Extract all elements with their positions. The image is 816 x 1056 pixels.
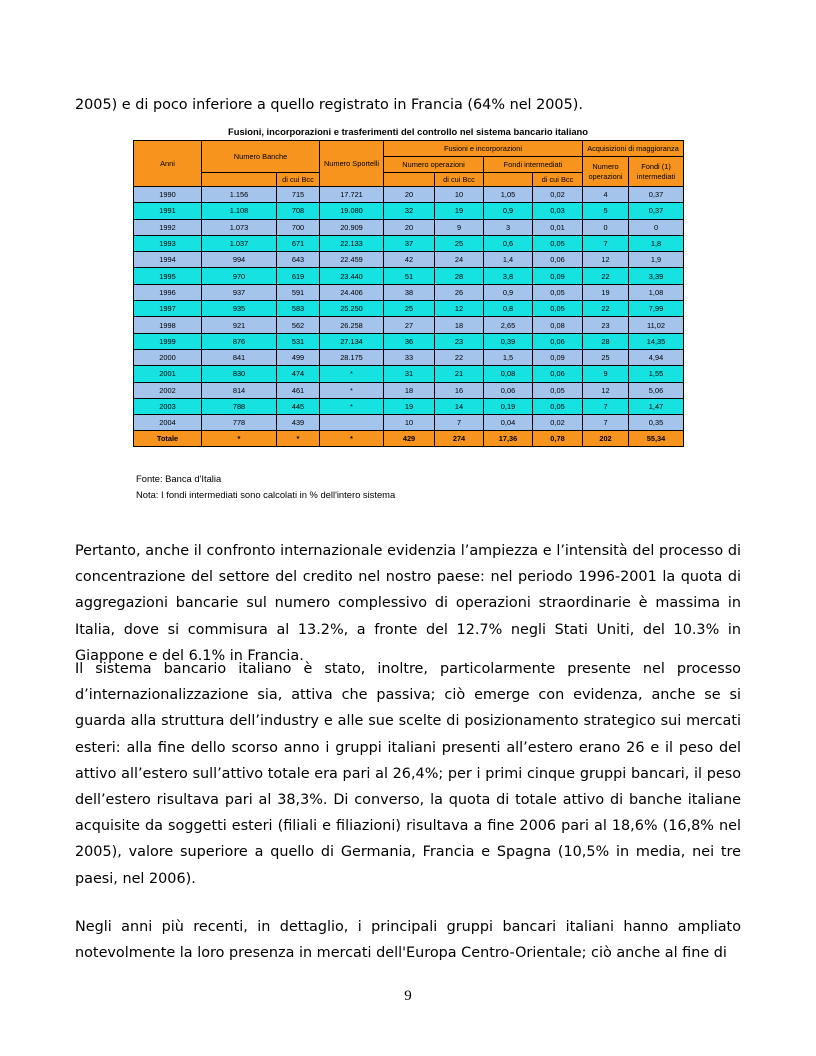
table-cell: 14 — [435, 398, 484, 414]
table-cell: 0,05 — [533, 284, 583, 300]
table-cell: 23.440 — [320, 268, 384, 284]
table-cell: 21 — [435, 366, 484, 382]
table-cell: 37 — [384, 235, 435, 251]
table-cell: 28 — [583, 333, 629, 349]
table-cell: 19 — [435, 203, 484, 219]
total-cell: * — [277, 431, 320, 447]
table-cell: 0 — [583, 219, 629, 235]
table-cell: 0,9 — [484, 203, 533, 219]
header-acquisizioni: Acquisizioni di maggioranza — [583, 141, 684, 157]
table-cell: 28.175 — [320, 349, 384, 365]
table-cell: 0,37 — [629, 187, 684, 203]
table-cell: 5 — [583, 203, 629, 219]
table-cell: 1993 — [134, 235, 202, 251]
table-row — [134, 317, 684, 333]
table-cell: 25 — [435, 235, 484, 251]
table-cell: 4 — [583, 187, 629, 203]
table-caption: Fusioni, incorporazioni e trasferimenti del controllo nel sistema bancario italiano — [228, 126, 588, 137]
table-cell: 1999 — [134, 333, 202, 349]
table-cell: 17.721 — [320, 187, 384, 203]
table-row — [134, 268, 684, 284]
bank-mergers-table — [133, 140, 684, 447]
header-di-cui-bcc-fondi: di cui Bcc — [533, 173, 583, 187]
table-cell: 921 — [202, 317, 277, 333]
table-cell: 23 — [435, 333, 484, 349]
table-row — [134, 203, 684, 219]
table-cell: 1,08 — [629, 284, 684, 300]
table-cell: 19 — [384, 398, 435, 414]
table-cell: 0,8 — [484, 301, 533, 317]
total-cell: 0,78 — [533, 431, 583, 447]
table-cell: 0,05 — [533, 398, 583, 414]
table-cell: 26 — [435, 284, 484, 300]
table-cell: 31 — [384, 366, 435, 382]
table-cell: 2002 — [134, 382, 202, 398]
table-cell: 876 — [202, 333, 277, 349]
table-row — [134, 301, 684, 317]
table-cell: 619 — [277, 268, 320, 284]
paragraph-1: Pertanto, anche il confronto internazionale evidenzia l’ampiezza e l’intensità del processo di concentrazione del settore del credito nel nostro paese: nel periodo 1996-2001 la quota di aggregazioni bancarie sul numero complessivo di operazioni straordinarie è massima in Italia, dove si commisura al 13.2%, a fronte del 12.7% negli Stati Uniti, del 10.3% in Giappone e del 6.1% in Francia. — [75, 543, 741, 664]
table-cell: 531 — [277, 333, 320, 349]
table-cell: 700 — [277, 219, 320, 235]
header-blank-2 — [384, 173, 435, 187]
table-cell: 7,99 — [629, 301, 684, 317]
table-cell: 33 — [384, 349, 435, 365]
table-cell: 708 — [277, 203, 320, 219]
table-cell: 841 — [202, 349, 277, 365]
table-cell: 445 — [277, 398, 320, 414]
table-cell: 42 — [384, 252, 435, 268]
table-cell: * — [320, 366, 384, 382]
table-cell: 583 — [277, 301, 320, 317]
table-cell: 7 — [435, 415, 484, 431]
table-cell: 0,02 — [533, 415, 583, 431]
table-cell: 0,08 — [484, 366, 533, 382]
table-cell: 32 — [384, 203, 435, 219]
table-cell: 1.037 — [202, 235, 277, 251]
table-cell: 22.133 — [320, 235, 384, 251]
table-cell: 10 — [435, 187, 484, 203]
table-cell: 7 — [583, 235, 629, 251]
table-cell: 0,06 — [533, 366, 583, 382]
table-cell: 18 — [384, 382, 435, 398]
table-cell: 643 — [277, 252, 320, 268]
table-cell: 19 — [583, 284, 629, 300]
header-numero-sportelli: Numero Sportelli — [320, 141, 384, 187]
table-row — [134, 187, 684, 203]
table-cell: 22 — [583, 268, 629, 284]
table-cell: 10 — [384, 415, 435, 431]
table-cell: 7 — [583, 398, 629, 414]
total-cell: Totale — [134, 431, 202, 447]
table-row — [134, 219, 684, 235]
table-cell: 11,02 — [629, 317, 684, 333]
table-cell: 937 — [202, 284, 277, 300]
table-cell: 2004 — [134, 415, 202, 431]
table-cell: 671 — [277, 235, 320, 251]
header-blank-3 — [484, 173, 533, 187]
table-cell: 19.080 — [320, 203, 384, 219]
table-cell: 0,05 — [533, 301, 583, 317]
table-row — [134, 415, 684, 431]
table-row — [134, 398, 684, 414]
table-cell: 994 — [202, 252, 277, 268]
table-cell: 9 — [583, 366, 629, 382]
table-cell: 16 — [435, 382, 484, 398]
table-cell: 2,65 — [484, 317, 533, 333]
table-cell: 22.459 — [320, 252, 384, 268]
table-cell: 0,6 — [484, 235, 533, 251]
header-anni: Anni — [134, 141, 202, 187]
total-cell: 55,34 — [629, 431, 684, 447]
table-row — [134, 382, 684, 398]
table-row — [134, 252, 684, 268]
table-cell: * — [320, 382, 384, 398]
table-cell: 0,39 — [484, 333, 533, 349]
table-cell: 12 — [583, 252, 629, 268]
intro-text: 2005) e di poco inferiore a quello registrato in Francia (64% nel 2005). — [75, 97, 583, 113]
table-cell: 0,06 — [533, 252, 583, 268]
table-cell: 4,94 — [629, 349, 684, 365]
table-cell: 9 — [435, 219, 484, 235]
table-cell: 1,9 — [629, 252, 684, 268]
table-cell: 935 — [202, 301, 277, 317]
table-cell: 38 — [384, 284, 435, 300]
table-cell: 0,09 — [533, 268, 583, 284]
table-cell: 0,08 — [533, 317, 583, 333]
header-fondi-intermediati: Fondi intermediati — [484, 157, 583, 173]
table-cell: 0,06 — [484, 382, 533, 398]
total-cell: * — [320, 431, 384, 447]
table-cell: 22 — [435, 349, 484, 365]
total-cell: 17,36 — [484, 431, 533, 447]
table-cell: 25 — [583, 349, 629, 365]
table-cell: 0,02 — [533, 187, 583, 203]
header-fusioni: Fusioni e incorporazioni — [384, 141, 583, 157]
table-cell: 1992 — [134, 219, 202, 235]
table-cell: 970 — [202, 268, 277, 284]
paragraph-2: Il sistema bancario italiano è stato, inoltre, particolarmente presente nel processo d’internazionalizzazione sia, attiva che passiva; ciò emerge con evidenza, anche se si guarda alla struttura dell’industry e alle sue scelte di posizionamento strategico sui mercati esteri: alla fine dello scorso anno i gruppi italiani presenti all’estero erano 26 e il peso del attivo all’estero sull’attivo totale era pari al 26,4%; per i primi cinque gruppi bancari, il peso dell’estero risultava pari al 38,3%. Di converso, la quota di totale attivo di banche italiane acquisite da soggetti esteri (filiali e filiazioni) risultava a fine 2006 pari al 18,6% (16,8% nel 2005), valore superiore a quello di Germania, Francia e Spagna (10,5% in media, nei tre paesi, nel 2006). — [75, 661, 741, 887]
table-cell: 0,05 — [533, 235, 583, 251]
table-cell: 1.108 — [202, 203, 277, 219]
table-row — [134, 284, 684, 300]
table-cell: 2001 — [134, 366, 202, 382]
header-acq-numero-operazioni: Numero operazioni — [583, 157, 629, 187]
total-cell: 202 — [583, 431, 629, 447]
table-cell: 23 — [583, 317, 629, 333]
table-cell: 474 — [277, 366, 320, 382]
table-cell: * — [320, 398, 384, 414]
table-cell: 3,39 — [629, 268, 684, 284]
table-cell: 1.156 — [202, 187, 277, 203]
table-cell: 3,8 — [484, 268, 533, 284]
table-cell: 20 — [384, 219, 435, 235]
table-cell: 1,55 — [629, 366, 684, 382]
table-cell: 0,03 — [533, 203, 583, 219]
table-cell: 788 — [202, 398, 277, 414]
table-source: Fonte: Banca d'Italia — [136, 473, 222, 484]
table-cell: 1995 — [134, 268, 202, 284]
table-cell: 461 — [277, 382, 320, 398]
table-cell: 0,05 — [533, 382, 583, 398]
table-cell: 1.073 — [202, 219, 277, 235]
table-cell: 0,04 — [484, 415, 533, 431]
table-cell: 0 — [629, 219, 684, 235]
table-cell: 0,35 — [629, 415, 684, 431]
table-cell: 562 — [277, 317, 320, 333]
table-cell: 2003 — [134, 398, 202, 414]
paragraph-3: Negli anni più recenti, in dettaglio, i principali gruppi bancari italiani hanno ampliato notevolmente la loro presenza in mercati dell'Europa Centro-Orientale; ciò anche al fine di — [75, 919, 741, 962]
table-cell: 0,09 — [533, 349, 583, 365]
table-cell: 1990 — [134, 187, 202, 203]
table-cell: 20.909 — [320, 219, 384, 235]
table-cell: 0,01 — [533, 219, 583, 235]
table-cell: 1998 — [134, 317, 202, 333]
table-cell: 1,47 — [629, 398, 684, 414]
table-cell: 25.250 — [320, 301, 384, 317]
table-cell: 830 — [202, 366, 277, 382]
table-cell: 499 — [277, 349, 320, 365]
table-cell: 1996 — [134, 284, 202, 300]
page-number: 9 — [404, 988, 412, 1004]
table-row — [134, 333, 684, 349]
table-cell: 439 — [277, 415, 320, 431]
table-cell: 814 — [202, 382, 277, 398]
table-cell: 0,9 — [484, 284, 533, 300]
table-cell: 5,06 — [629, 382, 684, 398]
table-cell: 24 — [435, 252, 484, 268]
total-cell: 274 — [435, 431, 484, 447]
table-row — [134, 235, 684, 251]
table-note: Nota: I fondi intermediati sono calcolati in % dell'intero sistema — [136, 489, 396, 500]
table-cell: 0,19 — [484, 398, 533, 414]
table-cell: 2000 — [134, 349, 202, 365]
header-numero-banche: Numero Banche — [202, 141, 320, 173]
header-acq-fondi-intermediati: Fondi (1) intermediati — [629, 157, 684, 187]
table-cell: 51 — [384, 268, 435, 284]
table-cell: 27.134 — [320, 333, 384, 349]
table-cell: 27 — [384, 317, 435, 333]
table-cell: 3 — [484, 219, 533, 235]
table-cell: 1,8 — [629, 235, 684, 251]
table-cell: 0,06 — [533, 333, 583, 349]
table-cell: 18 — [435, 317, 484, 333]
table-cell: 7 — [583, 415, 629, 431]
table-row — [134, 366, 684, 382]
table-cell: 1,4 — [484, 252, 533, 268]
table-cell: 24.406 — [320, 284, 384, 300]
table-cell: 26.258 — [320, 317, 384, 333]
table-cell — [320, 415, 384, 431]
total-cell: * — [202, 431, 277, 447]
table-cell: 22 — [583, 301, 629, 317]
header-di-cui-bcc-operazioni: di cui Bcc — [435, 173, 484, 187]
table-cell: 778 — [202, 415, 277, 431]
table-cell: 591 — [277, 284, 320, 300]
table-cell: 36 — [384, 333, 435, 349]
table-cell: 25 — [384, 301, 435, 317]
table-cell: 1,5 — [484, 349, 533, 365]
header-di-cui-bcc-banche: di cui Bcc — [277, 173, 320, 187]
table-cell: 28 — [435, 268, 484, 284]
table-cell: 14,35 — [629, 333, 684, 349]
table-body — [134, 187, 684, 431]
table-cell: 1991 — [134, 203, 202, 219]
header-numero-operazioni: Numero operazioni — [384, 157, 484, 173]
table-cell: 12 — [583, 382, 629, 398]
table-total-row — [134, 431, 684, 447]
table-cell: 0,37 — [629, 203, 684, 219]
table-cell: 715 — [277, 187, 320, 203]
table-cell: 1994 — [134, 252, 202, 268]
table-cell: 20 — [384, 187, 435, 203]
table-cell: 12 — [435, 301, 484, 317]
header-blank-1 — [202, 173, 277, 187]
table-row — [134, 349, 684, 365]
total-cell: 429 — [384, 431, 435, 447]
table-cell: 1997 — [134, 301, 202, 317]
table-cell: 1,05 — [484, 187, 533, 203]
